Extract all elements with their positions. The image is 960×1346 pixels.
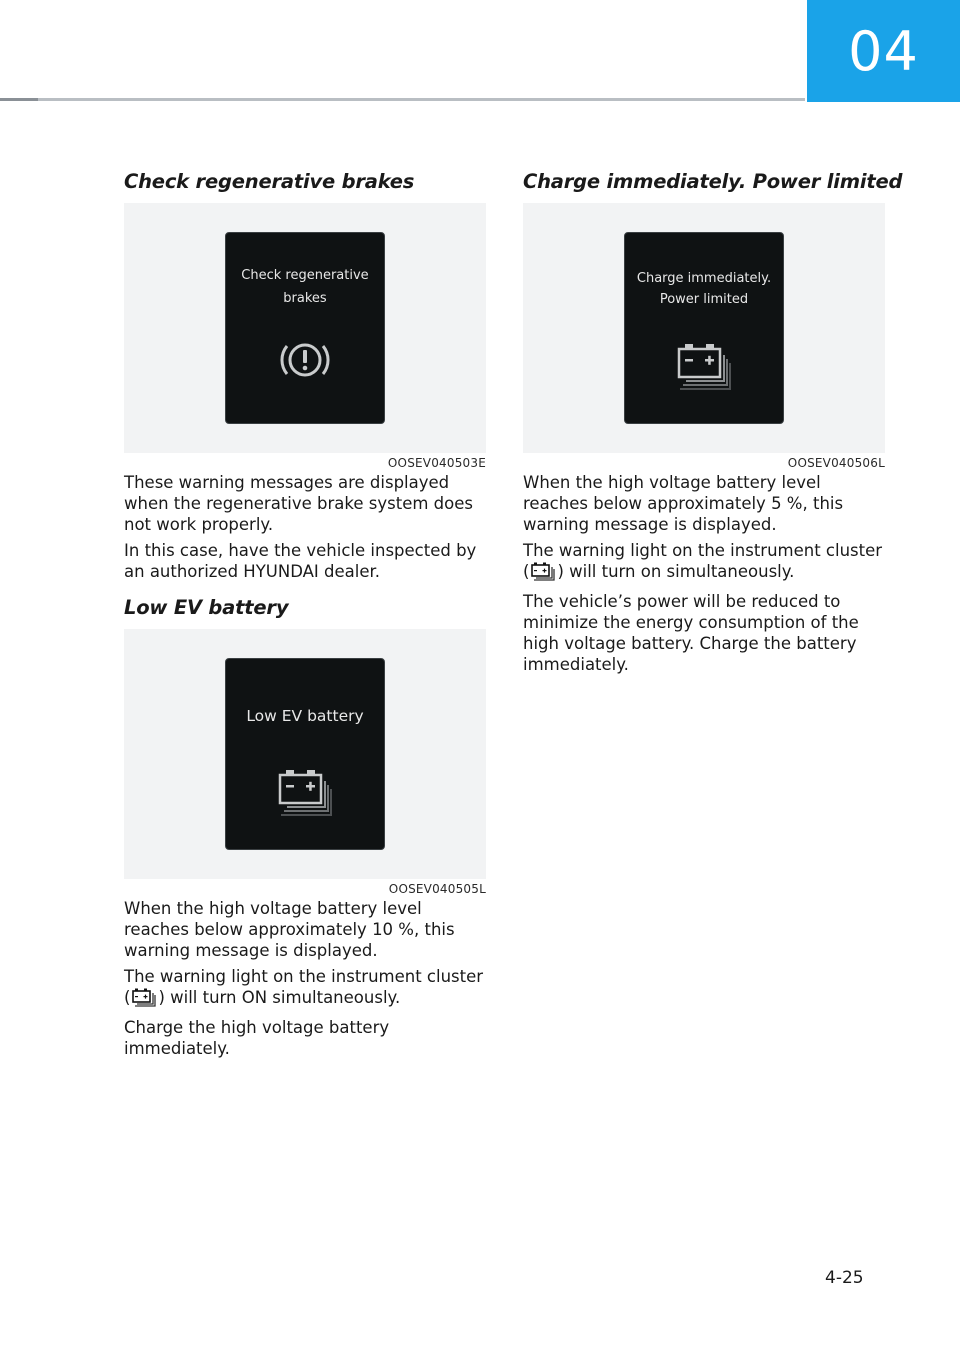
brake-warning-icon [226,335,384,385]
header-rule [0,98,805,101]
paragraph: The vehicle’s power will be reduced to minimize the energy consumption of the high voltage battery. Charge the battery immediately. [523,592,859,674]
ev-battery-icon [625,339,783,393]
page-number: 4-25 [825,1268,864,1288]
cluster-screen [624,232,784,424]
figure-code: OOSEV040505L [388,882,486,896]
paragraph [124,966,486,1012]
screen-message-line-2: brakes [283,291,327,306]
paragraph-text: ) will turn on simultaneously. [557,562,795,581]
paragraph: When the high voltage battery level reaches below approximately 5 %, this warning message is displayed. [523,473,844,534]
header-rule-accent [0,98,38,101]
paragraph [523,540,885,586]
paragraph-text: The warning light on the instrument cluster ( [124,967,484,1007]
screen-message-line-2: Power limited [659,292,749,307]
section-title-low-ev-battery: Low EV battery [124,596,289,619]
screen-message-line-1: Low EV battery [246,707,364,725]
figure-code: OOSEV040506L [787,456,885,470]
figure-code: OOSEV040503E [387,456,486,470]
left-column [124,170,486,1064]
screen-message-line-1: Charge immediately. [636,271,772,286]
ev-battery-icon [131,987,157,1012]
screen-message-line-1: Check regenerative [241,268,369,283]
figure-low-ev-battery [124,629,486,879]
chapter-tab: 04 [807,0,960,102]
paragraph: In this case, have the vehicle inspected by an authorized HYUNDAI dealer. [124,541,477,581]
paragraph: When the high voltage battery level reaches below approximately 10 %, this warning message is displayed. [124,899,455,960]
paragraph-text: The warning light on the instrument cluster ( [523,541,883,581]
cluster-screen [225,232,385,424]
paragraph-text: ) will turn ON simultaneously. [158,988,401,1007]
ev-battery-icon [226,765,384,819]
figure-check-regenerative-brakes [124,203,486,453]
cluster-screen [225,658,385,850]
section-title-charge-immediately: Charge immediately. Power limited [523,170,903,193]
paragraph: These warning messages are displayed when the regenerative brake system does not work properly. [124,473,473,534]
figure-charge-immediately [523,203,885,453]
section-title-check-regenerative-brakes: Check regenerative brakes [124,170,415,193]
paragraph: Charge the high voltage battery immediately. [124,1018,390,1058]
right-column [523,170,903,680]
ev-battery-icon [530,561,556,586]
